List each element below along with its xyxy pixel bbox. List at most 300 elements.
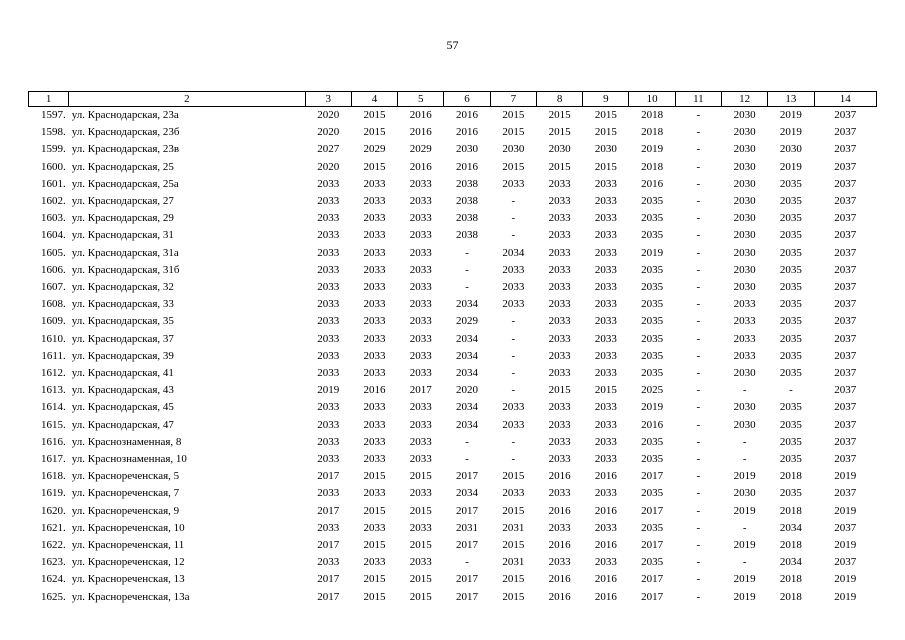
address-cell: ул. Краснодарская, 35 [71, 315, 174, 328]
address-cell: ул. Краснодарская, 41 [71, 367, 174, 380]
year-cell: 2031 [502, 521, 525, 534]
year-cell: 2035 [641, 367, 664, 380]
year-cell: 2033 [594, 435, 617, 448]
year-cell: 2033 [317, 556, 340, 569]
column-header: 13 [768, 92, 814, 107]
year-cell: 2035 [641, 281, 664, 294]
page-number: 57 [446, 38, 459, 52]
table-row [29, 520, 877, 537]
year-cell: 2037 [834, 143, 857, 156]
year-cell: 2016 [594, 590, 617, 603]
year-cell: 2015 [502, 573, 525, 586]
year-cell: - [511, 315, 516, 328]
year-cell: 2015 [594, 126, 617, 139]
year-cell: 2038 [456, 195, 479, 208]
year-cell: 2035 [779, 487, 802, 500]
year-cell: 2035 [779, 246, 802, 259]
address-cell: ул. Краснодарская, 45 [71, 401, 174, 414]
row-number-cell: 1623. [40, 556, 66, 569]
year-cell: 2015 [409, 573, 432, 586]
year-cell: 2017 [641, 504, 664, 517]
year-cell: 2037 [834, 160, 857, 173]
year-cell: 2033 [733, 332, 756, 345]
year-cell: 2035 [641, 453, 664, 466]
year-cell: 2016 [548, 573, 571, 586]
year-cell: 2020 [317, 109, 340, 121]
year-cell: 2019 [733, 539, 756, 552]
year-cell: 2037 [834, 263, 857, 276]
year-cell: 2033 [548, 418, 571, 431]
year-cell: 2037 [834, 367, 857, 380]
row-number-cell: 1608. [40, 298, 66, 311]
address-cell: ул. Краснореченская, 13а [71, 590, 190, 603]
year-cell: 2016 [456, 126, 479, 139]
year-cell: 2033 [502, 281, 525, 294]
year-cell: 2037 [834, 521, 857, 534]
year-cell: - [696, 384, 701, 397]
year-cell: 2033 [409, 332, 432, 345]
year-cell: 2019 [733, 573, 756, 586]
year-cell: 2030 [733, 281, 756, 294]
year-cell: 2033 [594, 195, 617, 208]
year-cell: 2015 [594, 384, 617, 397]
year-cell: 2016 [641, 177, 664, 190]
year-cell: 2015 [363, 109, 386, 121]
year-cell: 2018 [779, 470, 802, 483]
year-cell: 2033 [317, 315, 340, 328]
year-cell: 2033 [317, 281, 340, 294]
year-cell: 2030 [733, 195, 756, 208]
year-cell: 2033 [548, 195, 571, 208]
year-cell: 2033 [548, 349, 571, 362]
table-row [29, 365, 877, 382]
year-cell: - [465, 263, 469, 276]
year-cell: 2033 [317, 487, 340, 500]
year-cell: 2033 [409, 263, 432, 276]
year-cell: 2017 [456, 504, 479, 517]
year-cell: - [696, 418, 701, 431]
year-cell: 2033 [363, 315, 386, 328]
row-number-cell: 1614. [40, 401, 66, 414]
row-number-cell: 1599. [40, 143, 66, 156]
address-cell: ул. Краснореченская, 11 [71, 539, 185, 552]
year-cell: 2030 [456, 143, 479, 156]
year-cell: 2034 [502, 246, 525, 259]
year-cell: 2016 [594, 539, 617, 552]
year-cell: 2034 [456, 332, 479, 345]
year-cell: 2035 [779, 281, 802, 294]
year-cell: 2015 [548, 126, 571, 139]
row-number-cell: 1602. [40, 195, 66, 208]
header-row [29, 92, 877, 107]
year-cell: 2037 [834, 332, 857, 345]
year-cell: 2033 [548, 177, 571, 190]
address-cell: ул. Краснодарская, 47 [71, 418, 174, 431]
address-cell: ул. Краснореченская, 12 [71, 556, 185, 569]
year-cell: 2033 [594, 263, 617, 276]
year-cell: - [696, 109, 701, 121]
year-cell: 2033 [317, 349, 340, 362]
table-row [29, 313, 877, 330]
year-cell: 2033 [409, 349, 432, 362]
year-cell: 2033 [363, 298, 386, 311]
year-cell: 2035 [641, 349, 664, 362]
year-cell: 2015 [502, 539, 525, 552]
address-cell: ул. Краснодарская, 23а [71, 109, 179, 121]
year-cell: 2027 [317, 143, 340, 156]
year-cell: 2033 [317, 298, 340, 311]
year-cell: 2033 [363, 229, 386, 242]
column-header: 3 [305, 92, 351, 107]
table-row [29, 245, 877, 262]
year-cell: 2034 [456, 418, 479, 431]
row-number-cell: 1604. [40, 229, 66, 242]
year-cell: 2033 [502, 401, 525, 414]
year-cell: - [696, 195, 701, 208]
year-cell: 2033 [594, 332, 617, 345]
year-cell: - [511, 367, 516, 380]
year-cell: - [696, 573, 701, 586]
year-cell: 2033 [363, 195, 386, 208]
table-row [29, 589, 877, 606]
year-cell: - [696, 590, 701, 603]
year-cell: 2017 [641, 539, 664, 552]
year-cell: 2020 [317, 126, 340, 139]
year-cell: 2037 [834, 298, 857, 311]
column-header: 4 [351, 92, 397, 107]
year-cell: - [696, 453, 701, 466]
table-row [29, 124, 877, 141]
year-cell: 2019 [641, 143, 664, 156]
column-header: 14 [814, 92, 876, 107]
year-cell: 2033 [363, 177, 386, 190]
year-cell: - [696, 504, 701, 517]
year-cell: - [465, 246, 469, 259]
year-cell: 2033 [363, 332, 386, 345]
table-row [29, 141, 877, 158]
table-row [29, 382, 877, 399]
year-cell: 2015 [409, 539, 432, 552]
year-cell: 2015 [409, 470, 432, 483]
table-row [29, 279, 877, 296]
year-cell: 2037 [834, 126, 857, 139]
table-row [29, 485, 877, 502]
address-cell: ул. Краснодарская, 32 [71, 281, 174, 294]
year-cell: 2015 [363, 504, 386, 517]
year-cell: 2035 [641, 332, 664, 345]
row-number-cell: 1603. [40, 212, 66, 225]
address-cell: ул. Краснодарская, 31а [71, 246, 179, 259]
row-number-cell: 1597. [40, 109, 66, 121]
year-cell: 2034 [456, 349, 479, 362]
year-cell: 2033 [594, 212, 617, 225]
table-row [29, 503, 877, 520]
year-cell: - [696, 401, 701, 414]
year-cell: 2033 [363, 556, 386, 569]
year-cell: 2016 [456, 109, 479, 121]
year-cell: 2035 [641, 487, 664, 500]
year-cell: 2033 [548, 453, 571, 466]
year-cell: 2033 [548, 281, 571, 294]
table-header [29, 92, 877, 107]
year-cell: 2016 [409, 126, 432, 139]
year-cell: 2033 [317, 177, 340, 190]
column-header: 10 [629, 92, 675, 107]
year-cell: 2033 [594, 453, 617, 466]
year-cell: 2019 [779, 160, 802, 173]
year-cell: 2016 [594, 573, 617, 586]
year-cell: 2015 [363, 590, 386, 603]
year-cell: 2015 [363, 539, 386, 552]
year-cell: 2033 [733, 298, 756, 311]
year-cell: - [696, 212, 701, 225]
year-cell: 2018 [641, 126, 664, 139]
year-cell: 2033 [594, 246, 617, 259]
year-cell: 2033 [409, 435, 432, 448]
year-cell: 2038 [456, 212, 479, 225]
year-cell: 2038 [456, 229, 479, 242]
year-cell: 2035 [779, 435, 802, 448]
year-cell: 2037 [834, 229, 857, 242]
year-cell: 2033 [409, 315, 432, 328]
year-cell: 2015 [502, 126, 525, 139]
year-cell: 2029 [363, 143, 386, 156]
year-cell: 2037 [834, 246, 857, 259]
row-number-cell: 1606. [40, 263, 66, 276]
year-cell: 2035 [779, 177, 802, 190]
year-cell: 2033 [317, 418, 340, 431]
year-cell: - [465, 281, 469, 294]
year-cell: 2033 [409, 281, 432, 294]
year-cell: 2034 [456, 298, 479, 311]
year-cell: 2033 [548, 435, 571, 448]
year-cell: 2037 [834, 212, 857, 225]
year-cell: 2033 [363, 212, 386, 225]
year-cell: 2029 [456, 315, 479, 328]
year-cell: 2017 [456, 470, 479, 483]
year-cell: 2033 [594, 298, 617, 311]
table-row [29, 537, 877, 554]
year-cell: 2015 [594, 109, 617, 121]
address-cell: ул. Краснодарская, 37 [71, 332, 174, 345]
year-cell: 2033 [409, 401, 432, 414]
year-cell: - [696, 332, 701, 345]
year-cell: - [696, 281, 701, 294]
year-cell: 2016 [548, 504, 571, 517]
address-cell: ул. Краснознаменная, 10 [71, 453, 187, 466]
year-cell: 2033 [502, 177, 525, 190]
year-cell: 2035 [641, 195, 664, 208]
year-cell: - [789, 384, 793, 397]
year-cell: 2017 [456, 539, 479, 552]
year-cell: 2017 [317, 590, 340, 603]
year-cell: 2030 [733, 126, 756, 139]
year-cell: 2033 [548, 229, 571, 242]
column-header: 9 [583, 92, 629, 107]
year-cell: - [742, 384, 747, 397]
year-cell: 2030 [733, 229, 756, 242]
year-cell: 2035 [641, 435, 664, 448]
year-cell: 2025 [641, 384, 664, 397]
year-cell: 2030 [733, 418, 756, 431]
year-cell: - [511, 384, 516, 397]
year-cell: 2033 [548, 332, 571, 345]
table-row [29, 468, 877, 485]
year-cell: 2033 [363, 367, 386, 380]
year-cell: 2033 [409, 556, 432, 569]
year-cell: - [696, 126, 701, 139]
year-cell: 2033 [317, 246, 340, 259]
year-cell: 2030 [502, 143, 525, 156]
year-cell: 2035 [779, 212, 802, 225]
year-cell: 2033 [317, 263, 340, 276]
table-row [29, 227, 877, 244]
year-cell: 2016 [363, 384, 386, 397]
year-cell: - [511, 212, 516, 225]
year-cell: 2015 [363, 126, 386, 139]
row-number-cell: 1612. [40, 367, 66, 380]
year-cell: 2019 [733, 470, 756, 483]
column-header: 6 [444, 92, 490, 107]
year-cell: 2033 [317, 229, 340, 242]
year-cell: 2015 [502, 590, 525, 603]
year-cell: 2017 [317, 504, 340, 517]
year-cell: 2033 [548, 556, 571, 569]
year-cell: 2031 [502, 556, 525, 569]
year-cell: 2015 [363, 470, 386, 483]
year-cell: 2033 [502, 418, 525, 431]
column-header: 5 [398, 92, 444, 107]
year-cell: 2017 [641, 590, 664, 603]
year-cell: 2033 [594, 401, 617, 414]
year-cell: 2033 [317, 332, 340, 345]
row-number-cell: 1618. [40, 470, 66, 483]
year-cell: 2033 [363, 349, 386, 362]
table-row [29, 451, 877, 468]
year-cell: 2035 [779, 418, 802, 431]
year-cell: 2034 [456, 367, 479, 380]
year-cell: 2037 [834, 418, 857, 431]
row-number-cell: 1605. [40, 246, 66, 259]
year-cell: 2019 [733, 590, 756, 603]
address-cell: ул. Краснознаменная, 8 [71, 435, 182, 448]
year-cell: 2016 [641, 418, 664, 431]
year-cell: 2015 [502, 160, 525, 173]
column-header: 7 [490, 92, 536, 107]
year-cell: 2019 [834, 504, 857, 517]
year-cell: 2015 [502, 470, 525, 483]
year-cell: 2030 [733, 246, 756, 259]
row-number-cell: 1600. [40, 160, 66, 173]
address-cell: ул. Краснореченская, 13 [71, 573, 185, 586]
year-cell: - [696, 263, 701, 276]
year-cell: 2037 [834, 315, 857, 328]
year-cell: 2033 [502, 487, 525, 500]
table-row [29, 434, 877, 451]
year-cell: 2017 [641, 470, 664, 483]
year-cell: 2019 [834, 590, 857, 603]
year-cell: - [696, 143, 701, 156]
year-cell: 2037 [834, 401, 857, 414]
table-row [29, 107, 877, 125]
row-number-cell: 1624. [40, 573, 66, 586]
address-cell: ул. Краснореченская, 10 [71, 521, 185, 534]
year-cell: 2033 [409, 418, 432, 431]
year-cell: 2017 [317, 573, 340, 586]
year-cell: 2015 [594, 160, 617, 173]
year-cell: 2018 [779, 539, 802, 552]
year-cell: - [511, 229, 516, 242]
year-cell: 2035 [779, 367, 802, 380]
year-cell: 2019 [641, 401, 664, 414]
table-body [29, 107, 877, 606]
address-cell: ул. Краснодарская, 31б [71, 263, 180, 276]
year-cell: 2019 [834, 470, 857, 483]
year-cell: 2015 [363, 160, 386, 173]
year-cell: 2030 [733, 160, 756, 173]
year-cell: 2035 [641, 229, 664, 242]
year-cell: 2017 [409, 384, 432, 397]
column-header: 2 [69, 92, 305, 107]
year-cell: 2035 [779, 263, 802, 276]
year-cell: 2016 [548, 470, 571, 483]
year-cell: - [696, 435, 701, 448]
year-cell: 2019 [779, 109, 802, 121]
year-cell: 2033 [594, 229, 617, 242]
year-cell: 2037 [834, 177, 857, 190]
year-cell: 2037 [834, 556, 857, 569]
year-cell: 2035 [641, 263, 664, 276]
year-cell: 2033 [733, 315, 756, 328]
year-cell: 2020 [456, 384, 479, 397]
year-cell: 2016 [409, 160, 432, 173]
year-cell: 2019 [779, 126, 802, 139]
column-header: 11 [675, 92, 721, 107]
year-cell: 2033 [317, 212, 340, 225]
year-cell: 2035 [779, 315, 802, 328]
year-cell: 2016 [594, 504, 617, 517]
year-cell: 2033 [317, 401, 340, 414]
year-cell: 2034 [779, 521, 802, 534]
year-cell: 2015 [363, 573, 386, 586]
year-cell: - [696, 470, 701, 483]
row-number-cell: 1622. [40, 539, 66, 552]
year-cell: - [696, 246, 701, 259]
year-cell: 2035 [779, 401, 802, 414]
year-cell: 2015 [548, 109, 571, 121]
year-cell: 2018 [779, 590, 802, 603]
year-cell: - [742, 521, 747, 534]
table-row [29, 399, 877, 416]
year-cell: 2030 [779, 143, 802, 156]
table-row [29, 159, 877, 176]
year-cell: 2034 [779, 556, 802, 569]
year-cell: 2033 [409, 177, 432, 190]
year-cell: 2033 [363, 487, 386, 500]
year-cell: 2033 [409, 367, 432, 380]
year-cell: 2035 [779, 349, 802, 362]
year-cell: 2030 [733, 367, 756, 380]
year-cell: 2019 [641, 246, 664, 259]
year-cell: 2033 [594, 521, 617, 534]
year-cell: 2033 [409, 521, 432, 534]
year-cell: 2030 [733, 212, 756, 225]
year-cell: 2019 [317, 384, 340, 397]
year-cell: - [696, 315, 701, 328]
address-cell: ул. Краснореченская, 9 [71, 504, 180, 517]
year-cell: 2033 [409, 453, 432, 466]
year-cell: 2035 [641, 315, 664, 328]
